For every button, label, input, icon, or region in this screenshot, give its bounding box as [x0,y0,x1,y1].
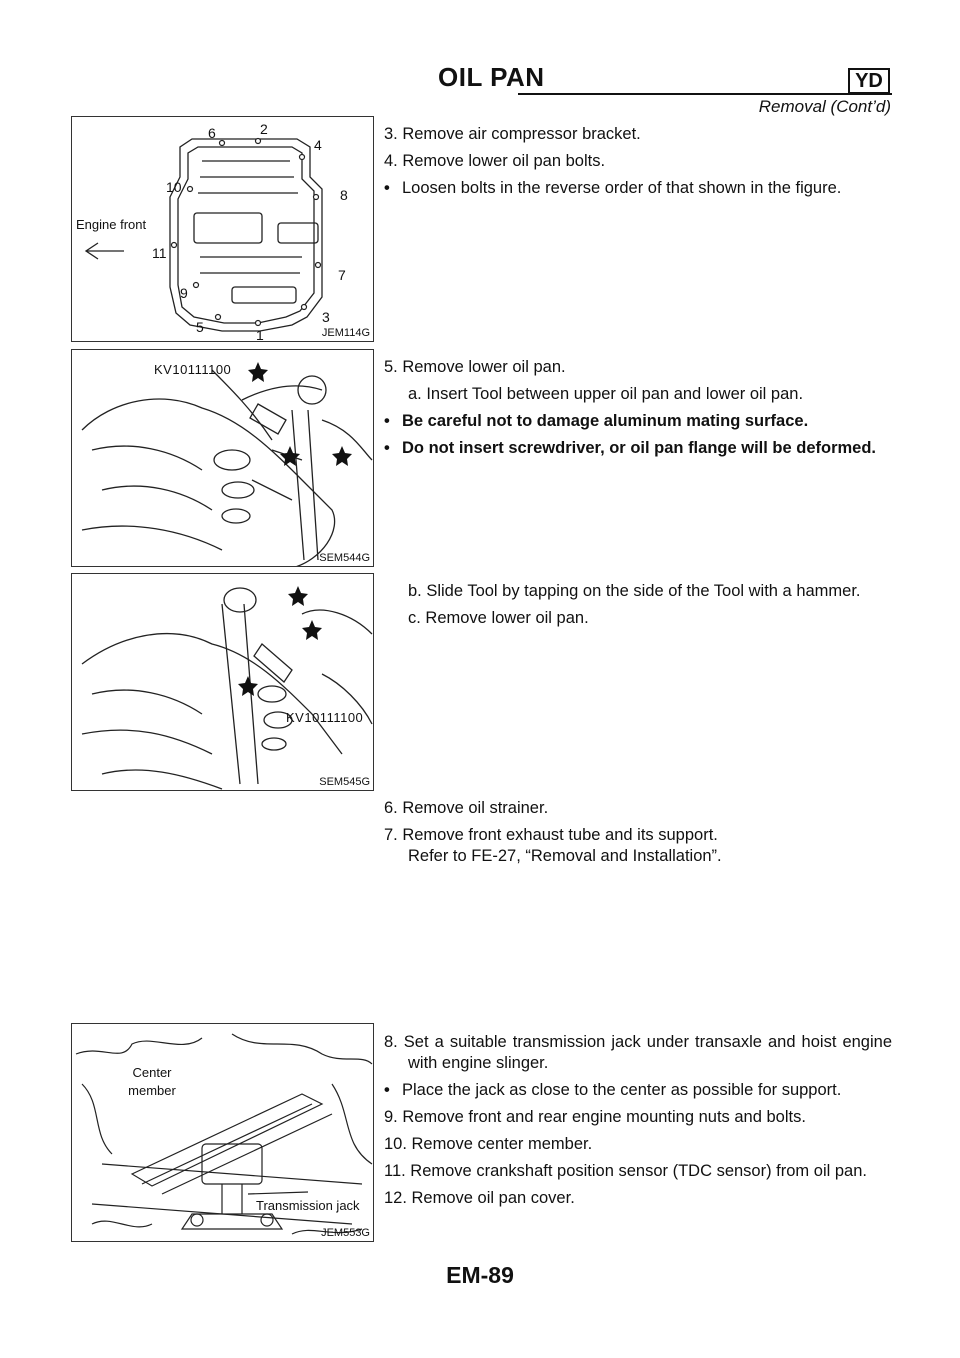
label-transmission-jack: Transmission jack [256,1198,360,1213]
step-5c: c. Remove lower oil pan. [408,609,589,627]
bolt-label-9: 9 [180,285,188,301]
bolt-label-8: 8 [340,187,348,203]
bolt-label-5: 5 [196,319,204,335]
figure-slide-tool [71,573,374,791]
figure-insert-tool [71,349,374,567]
bullet-icon: • [384,179,390,197]
bullet-caution-screwdriver: • Do not insert screwdriver, or oil pan flange will be deformed. [384,439,877,457]
page-title: OIL PAN [438,62,545,92]
bullet-jack-center: • Place the jack as close to the center as possible for support. [384,1081,842,1099]
step-3: 3. Remove air compressor bracket. [384,125,641,143]
tool-label-kv10111100: KV10111100 [154,362,232,377]
figure-code: JEM553G [321,1227,370,1239]
steps-block-4 [384,798,892,873]
steps-block-3 [384,581,892,635]
figure-code: JEM114G [321,327,370,339]
insert-tool-drawing [72,350,374,567]
bullet-icon: • [384,412,390,430]
header-rule [518,93,892,95]
step-4: 4. Remove lower oil pan bolts. [384,152,606,170]
step-6: 6. Remove oil strainer. [384,799,549,817]
figure-code: SEM545G [319,776,370,788]
bolt-label-3: 3 [322,309,330,325]
bolt-label-1: 1 [256,327,264,342]
bullet-icon: • [384,1081,390,1099]
label-engine-front: Engine front [76,217,147,232]
step-12: 12. Remove oil pan cover. [384,1189,575,1207]
label-center-member: Center member [128,1065,176,1098]
steps-block-5 [384,1032,892,1215]
bolt-label-6: 6 [208,125,216,141]
step-5b: b. Slide Tool by tapping on the side of the Tool with a hammer. [408,582,861,600]
step-10: 10. Remove center member. [384,1135,593,1153]
step-7: 7. Remove front exhaust tube and its support. [384,826,718,844]
step-11: 11. Remove crankshaft position sensor (TDC sensor) from oil pan. [384,1162,867,1180]
step-5: 5. Remove lower oil pan. [384,358,566,376]
figure-transmission-jack [71,1023,374,1242]
engine-badge: YD [848,68,890,94]
bolt-label-10: 10 [166,179,182,195]
bolt-label-7: 7 [338,267,346,283]
slide-tool-drawing [72,574,374,791]
tool-label-kv10111100: KV10111100 [286,710,364,725]
bolt-label-4: 4 [314,137,322,153]
step-5a: a. Insert Tool between upper oil pan and lower oil pan. [408,385,804,403]
bolt-label-11: 11 [152,245,167,261]
step-7-reference: Refer to FE-27, “Removal and Installation”. [408,847,722,865]
section-subtitle: Removal (Cont’d) [758,97,891,116]
bullet-caution-mating-surface: • Be careful not to damage aluminum mating surface. [384,412,809,430]
bolt-label-2: 2 [260,121,268,137]
figure-oil-pan-bolt-order [71,116,374,342]
bullet-icon: • [384,439,390,457]
step-8: 8. Set a suitable transmission jack under transaxle and hoist engine with engine slinger. [384,1033,892,1072]
bullet-loosen-order: • Loosen bolts in the reverse order of that shown in the figure. [384,179,842,197]
figure-code: SEM544G [319,552,370,564]
page-number: EM-89 [446,1262,514,1288]
steps-block-2 [384,357,892,459]
step-9: 9. Remove front and rear engine mounting nuts and bolts. [384,1108,806,1126]
steps-block-1 [384,124,892,199]
